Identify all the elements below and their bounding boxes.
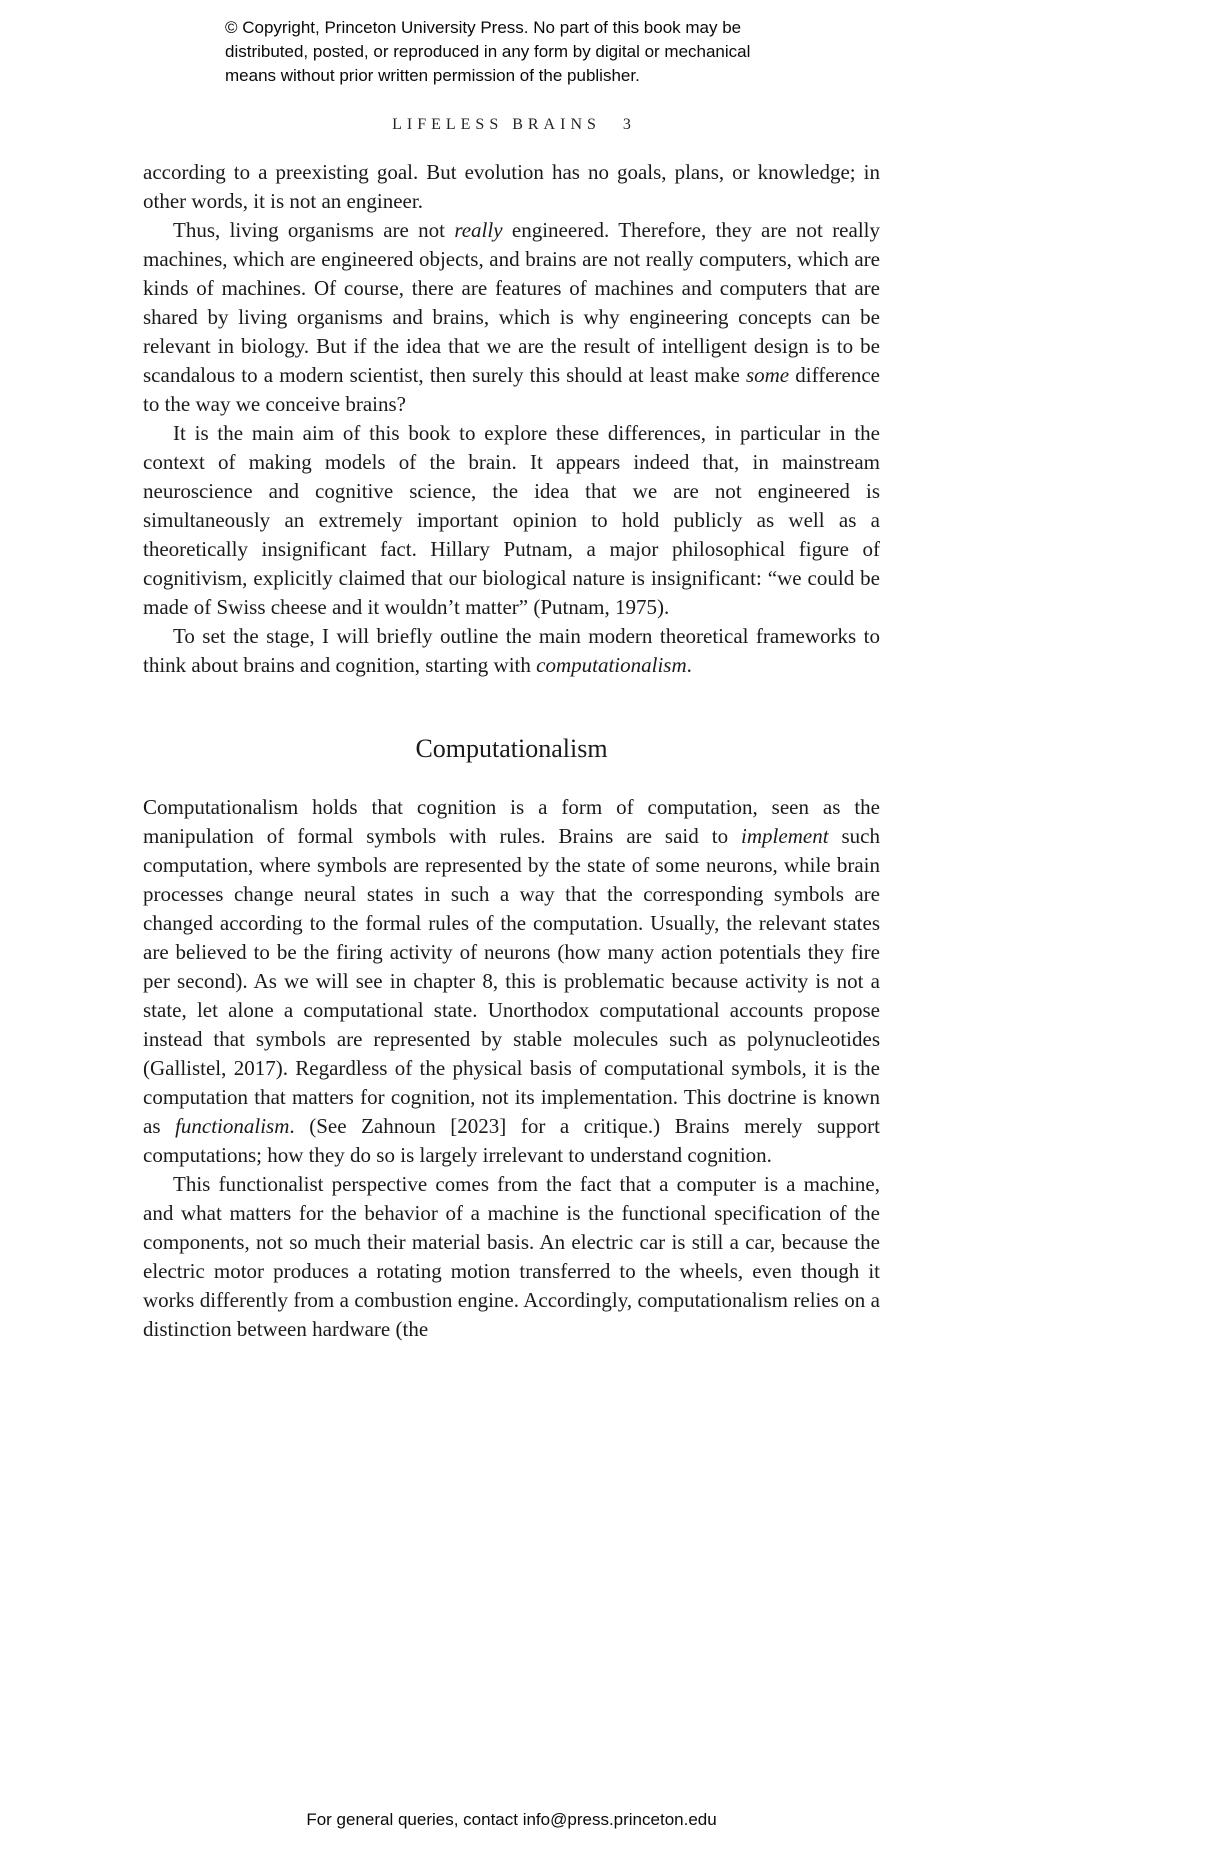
paragraph [143,216,880,419]
running-head [143,116,880,134]
paragraph-text: according to a preexisting goal. But evolution has no goals, plans, or knowledge; in other words, it is not an engineer. [143,160,880,213]
copyright-line: means without prior written permission of the publisher. [225,66,640,85]
copyright-line: distributed, posted, or reproduced in any form by digital or mechanical [225,42,751,61]
paragraph-text: . [686,653,692,677]
text-column [143,0,880,1344]
footer-contact-note: For general queries, contact info@press.princeton.edu [306,1810,717,1829]
paragraph [143,1170,880,1344]
paragraph-text-italic: implement [741,824,829,848]
paragraph-text: This functionalist perspective comes from the fact that a computer is a machine, and what matters for the behavior of a machine is the functional specification of the components, not so much their material basis. An electric car is still a car, because the electric motor produces a rotating motion transferred to the wheels, even though it works differently from a combustion engine. Accordingly, computationalism relies on a distinction between hardware (the [143,1172,880,1341]
paragraph [143,793,880,1170]
paragraph-text: difference to the way we conceive brains? [143,363,880,416]
paragraph-text: Computationalism holds that cognition is a form of computation, seen as the manipulation of formal symbols with rules. Brains are said to [143,795,880,848]
paragraph-text-italic: some [745,363,790,387]
paragraph [143,158,880,216]
paragraph-text: . (See Zahnoun [2023] for a critique.) Brains merely support computations; how they do so is largely irrelevant to understand cognition. [143,1114,880,1167]
paragraph-text: engineered. Therefore, they are not really machines, which are engineered objects, and brains are not really computers, which are kinds of machines. Of course, there are features of machines and computers that are shared by living organisms and brains, which is why engineering concepts can be relevant in biology. But if the idea that we are the result of intelligent design is to be scandalous to a modern scientist, then surely this should at least make [143,218,880,387]
copyright-line: © Copyright, Princeton University Press. No part of this book may be [225,18,742,37]
paragraph-text-italic: computationalism [536,653,687,677]
paragraph-text-italic: functionalism [175,1114,290,1138]
paragraph-text: Thus, living organisms are not [173,218,455,242]
paragraph-text: It is the main aim of this book to explore these differences, in particular in the context of making models of the brain. It appears indeed that, in mainstream neuroscience and cognitive science, the idea that we are not engineered is simultaneously an extremely important opinion to hold publicly as well as a theoretically insignificant fact. Hillary Putnam, a major philosophical figure of cognitivism, explicitly claimed that our biological nature is insignificant: “we could be made of Swiss cheese and it wouldn’t matter” (Putnam, 1975). [143,421,880,619]
copyright-notice [225,16,880,88]
page-number: 3 [622,116,631,133]
paragraph [143,419,880,622]
paragraph-text-italic: really [454,218,503,242]
paragraph [143,622,880,680]
running-head-title: LIFELESS BRAINS [392,116,601,133]
paragraph-text: such computation, where symbols are represented by the state of some neurons, while brain processes change neural states in such a way that the corresponding symbols are changed according to the formal rules of the computation. Usually, the relevant states are believed to be the firing activity of neurons (how many action potentials they fire per second). As we will see in chapter 8, this is problematic because activity is not a state, let alone a computational state. Unorthodox computational accounts propose instead that symbols are represented by stable molecules such as polynucleotides (Gallistel, 2017). Regardless of the physical basis of computational symbols, it is the computation that matters for cognition, not its implementation. This doctrine is known as [143,824,880,1138]
paragraph-text: To set the stage, I will briefly outline the main modern theoretical frameworks to think about brains and cognition, starting with [143,624,880,677]
section-heading: Computationalism [415,734,608,763]
body-text [143,158,880,1344]
